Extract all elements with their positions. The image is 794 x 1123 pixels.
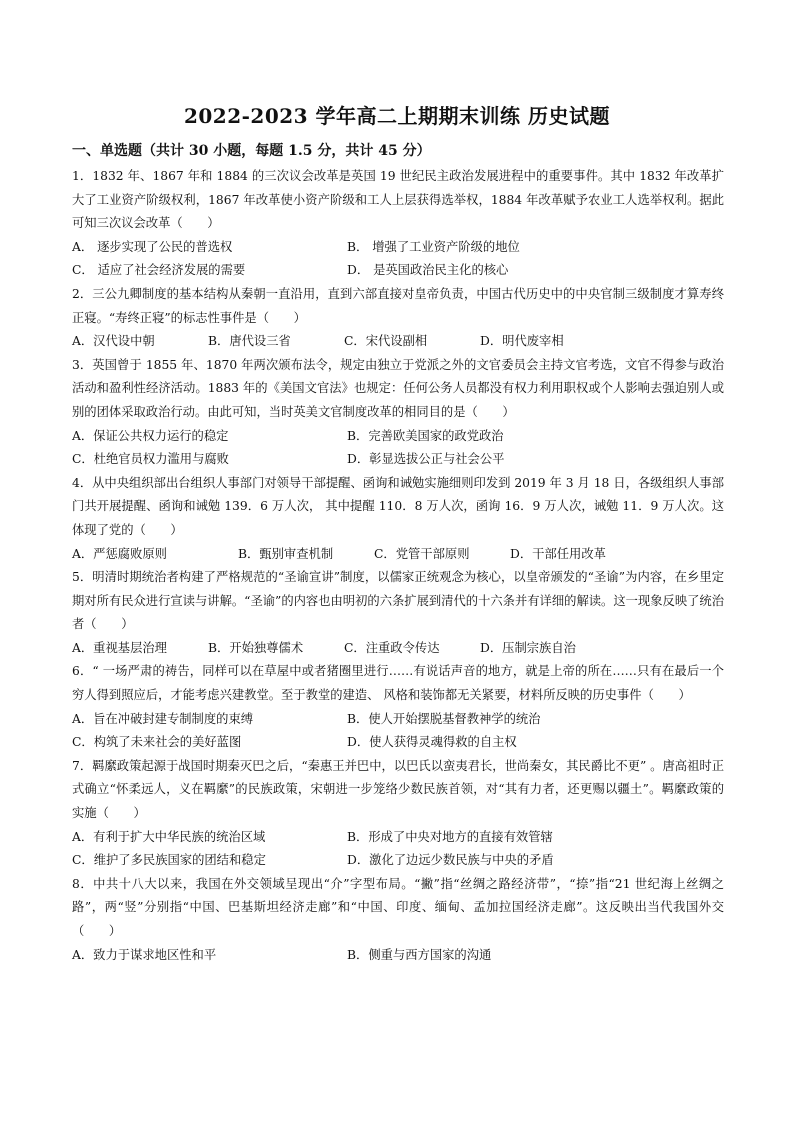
option-a: A．致力于谋求地区性和平 [72,947,217,962]
option-a: A．汉代设中朝 [72,334,155,349]
question-4 [72,472,724,566]
option-group [72,236,724,283]
option-b: B．侧重与西方国家的沟通 [347,947,492,962]
option-b: B．甄别审查机制 [238,546,334,561]
question-2 [72,283,724,354]
option-c: C．杜绝官员权力滥用与腐败 [72,452,229,467]
option-b: B． 增强了工业资产阶级的地位 [347,239,520,254]
option-d: D．激化了边远少数民族与中央的矛盾 [347,853,554,868]
question-5 [72,566,724,660]
question-stem: 7．羁縻政策起源于战国时期秦灭巴之后，“秦惠王并巴中，以巴氏以蛮夷君长，世尚秦女，其民爵比不更” 。唐高祖时正式确立“怀柔远人，义在羁縻”的民族政策，宋朝进一步笼络少数民族首领，对“其有力者，还更赐以疆土”。羁縻政策的实施（ ） [72,758,724,821]
question-1 [72,165,724,283]
question-stem: 8．中共十八大以来，我国在外交领域呈现出“介”字型布局。“撇”指“丝绸之路经济带”，“捺”指“21 世纪海上丝绸之路”，两“竖”分别指“中国、巴基斯坦经济走廊”和“中国、印度、缅甸、孟加拉国经济走廊”。这反映出当代我国外交（ ） [72,876,724,938]
question-stem: 4．从中央组织部出台组织人事部门对领导干部提醒、函询和诫勉实施细则印发到 2019 年 3 月 18 日，各级组织人事部门共开展提醒、函询和诫勉 139．6 万人次， 其中提醒 110．8 万人次，函询 16．9 万人次，诫勉 11．9 万人次。这体现了党的（ ） [72,475,724,537]
option-d: D．使人获得灵魂得救的自主权 [347,735,517,750]
option-c: C．注重政令传达 [344,640,440,655]
option-a: A． 逐步实现了公民的普选权 [72,239,233,254]
option-b: B．开始独尊儒术 [208,640,304,655]
exam-title: 2022-2023 学年高二上期期末训练 历史试题 [183,104,611,128]
option-d: D．干部任用改革 [510,546,606,561]
section-heading: 一、单选题（共计 30 小题，每题 1.5 分，共计 45 分） [72,143,431,159]
question-6 [72,660,724,754]
option-a: A．有利于扩大中华民族的统治区域 [72,829,266,844]
question-list [72,165,724,967]
option-group [72,637,724,661]
option-b: B．形成了中央对地方的直接有效管辖 [347,829,553,844]
question-7 [72,755,724,873]
option-a: A．保证公共权力运行的稳定 [72,428,229,443]
option-a: A．严惩腐败原则 [72,546,167,561]
option-group [72,944,724,968]
option-d: D．彰显选拔公正与社会公平 [347,452,505,467]
option-b: B．使人开始摆脱基督教神学的统治 [347,711,541,726]
option-d: D．明代废宰相 [480,334,564,349]
question-stem: 6．“ 一场严肃的祷告，同样可以在草屋中或者猪圈里进行……有说话声音的地方，就是上帝的所在……只有在最后一个穷人得到照应后，才能考虑兴建教堂。至于教堂的建造、 风格和装饰都无关紧要，材料所反映的历史事件（ ） [72,664,724,703]
question-stem: 5．明清时期统治者构建了严格规范的“圣谕宣讲”制度，以儒家正统观念为核心，以皇帝颁发的“圣谕”为内容，在乡里定期对所有民众进行宣读与讲解。“圣谕”的内容也由明初的六条扩展到清代的十六条并有详细的解读。这一现象反映了统治者（ ） [72,570,725,632]
option-group [72,425,724,472]
option-d: D． 是英国政治民主化的核心 [347,263,509,278]
option-b: B．唐代设三省 [208,334,291,349]
option-c: C． 适应了社会经济发展的需要 [72,263,246,278]
option-group [72,708,724,755]
option-group [72,543,724,567]
question-3 [72,354,724,472]
option-b: B．完善欧美国家的政党政治 [347,428,504,443]
option-a: A．重视基层治理 [72,640,167,655]
option-c: C．宋代设副相 [344,334,428,349]
option-c: C．维护了多民族国家的团结和稳定 [72,853,266,868]
option-group [72,826,724,873]
question-8 [72,873,724,967]
question-stem: 1．1832 年、1867 年和 1884 的三次议会改革是英国 19 世纪民主政治发展进程中的重要事件。其中 1832 年改革扩大了工业资产阶级权利，1867 年改革使小资产阶级和工人上层获得选举权，1884 年改革赋予农业工人选举权利。据此可知三次议会改革（ ） [72,169,724,231]
question-stem: 2．三公九卿制度的基本结构从秦朝一直沿用，直到六部直接对皇帝负责，中国古代历史中的中央官制三级制度才算寿终正寝。“寿终正寝”的标志性事件是（ ） [72,286,724,325]
option-a: A．旨在冲破封建专制制度的束缚 [72,711,254,726]
option-group [72,330,724,354]
option-c: C．构筑了未来社会的美好蓝图 [72,735,242,750]
question-stem: 3．英国曾于 1855 年、1870 年两次颁布法令，规定由独立于党派之外的文官委员会主持文官考选，文官不得参与政治活动和盈利性经济活动。1883 年的《美国文官法》也规定：任何公务人员都没有权力利用职权或个人影响去强迫别人或别的团体采取政治行动。由此可知，当时英美文官制度改革的相同目的是（ ） [72,357,724,419]
option-d: D．压制宗族自治 [480,640,576,655]
option-c: C．党管干部原则 [374,546,470,561]
